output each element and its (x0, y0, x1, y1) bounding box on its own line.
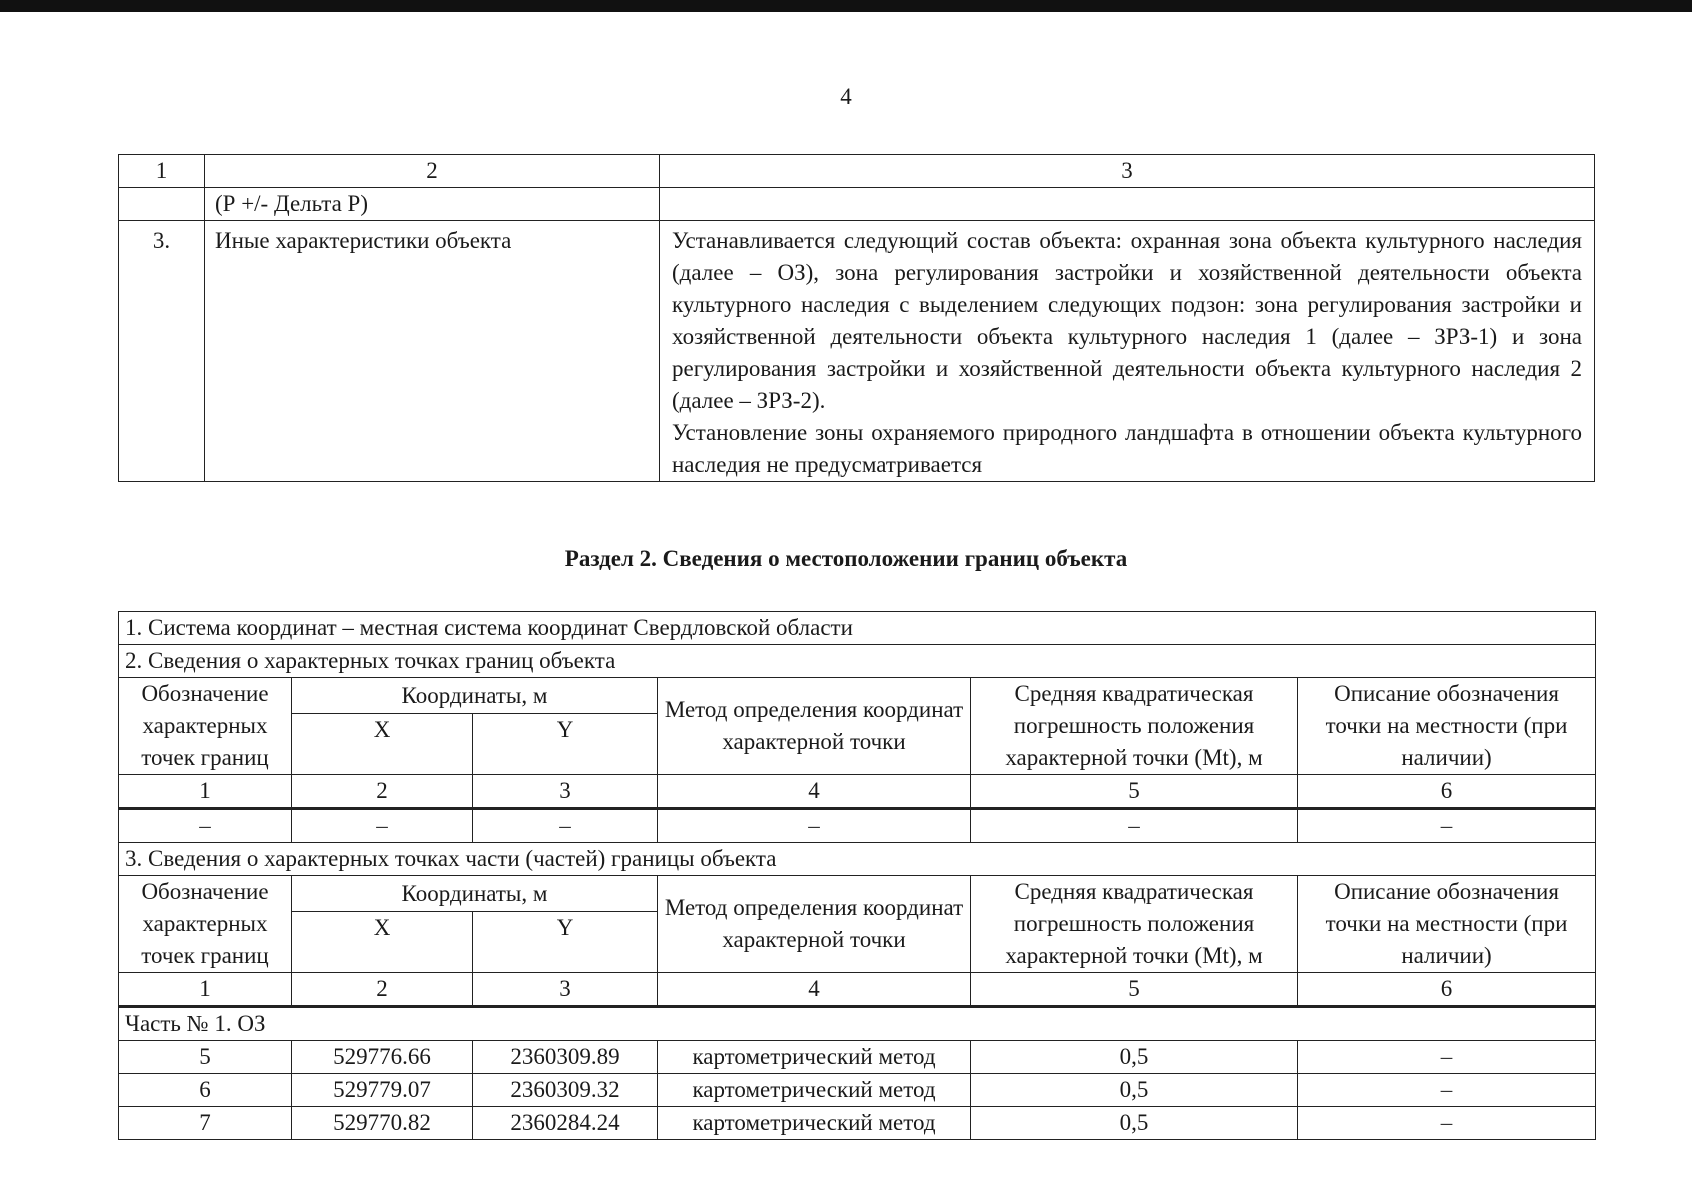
header-method: Метод определения координат характерной точки (658, 876, 971, 973)
row-number (119, 188, 205, 221)
header-y: Y (473, 714, 658, 775)
table-row (119, 188, 1595, 221)
header-x: X (292, 912, 473, 973)
point-description: – (1298, 1041, 1596, 1074)
header-y: Y (473, 912, 658, 973)
header-col-2: 2 (205, 155, 660, 188)
col-number: 1 (119, 973, 292, 1007)
dash-cell: – (658, 809, 971, 843)
section-title: Раздел 2. Сведения о местоположении границ объекта (564, 546, 1128, 571)
point-error: 0,5 (971, 1041, 1298, 1074)
col-number: 4 (658, 973, 971, 1007)
point-description: – (1298, 1074, 1596, 1107)
point-x: 529776.66 (292, 1041, 473, 1074)
row-value (660, 221, 1595, 482)
point-y: 2360284.24 (473, 1107, 658, 1140)
dash-cell: – (119, 809, 292, 843)
section-row (119, 843, 1596, 876)
col-number: 5 (971, 973, 1298, 1007)
part-label: Часть № 1. ОЗ (119, 1007, 1596, 1041)
point-description: – (1298, 1107, 1596, 1140)
col-number: 3 (473, 973, 658, 1007)
point-error: 0,5 (971, 1107, 1298, 1140)
point-y: 2360309.89 (473, 1041, 658, 1074)
row-name: (Р +/- Дельта Р) (205, 188, 660, 221)
header-designation: Обозначение характерных точек границ (119, 678, 292, 775)
page-number: 4 (840, 84, 852, 109)
header-x: X (292, 714, 473, 775)
part-label-row (119, 1007, 1596, 1041)
row-name: Иные характеристики объекта (205, 221, 660, 482)
point-x: 529770.82 (292, 1107, 473, 1140)
col-number: 5 (971, 775, 1298, 809)
point-error: 0,5 (971, 1074, 1298, 1107)
boundary-points-title: 2. Сведения о характерных точках границ объекта (119, 645, 1596, 678)
header-row (119, 876, 1596, 912)
table-row (119, 1074, 1596, 1107)
column-numbers-row (119, 973, 1596, 1007)
header-description: Описание обозначения точки на местности (при наличии) (1298, 678, 1596, 775)
point-method: картометрический метод (658, 1074, 971, 1107)
point-method: картометрический метод (658, 1041, 971, 1074)
value-paragraph: Устанавливается следующий состав объекта: охранная зона объекта культурного наследия (далее – ОЗ), зона регулирования застройки и хозяйственной деятельности объекта культурного наследия с выделением следующих подзон: зона регулирования застройки и хозяйственной деятельности объекта культурного наследия 1 (далее – ЗРЗ-1) и зона регулирования застройки и хозяйственной деятельности объекта культурного наследия 2 (далее – ЗРЗ-2). (672, 228, 1582, 413)
column-numbers-row (119, 775, 1596, 809)
header-coordinates: Координаты, м (292, 678, 658, 714)
coordinate-system-row (119, 612, 1596, 645)
header-row (119, 678, 1596, 714)
dash-cell: – (1298, 809, 1596, 843)
top-border-bar (0, 0, 1692, 12)
coordinate-system-text: 1. Система координат – местная система координат Свердловской области (119, 612, 1596, 645)
point-id: 6 (119, 1074, 292, 1107)
point-method: картометрический метод (658, 1107, 971, 1140)
row-value (660, 188, 1595, 221)
dash-cell: – (292, 809, 473, 843)
point-id: 7 (119, 1107, 292, 1140)
point-id: 5 (119, 1041, 292, 1074)
object-characteristics-table (118, 154, 1595, 482)
section-row (119, 645, 1596, 678)
table-row (119, 1041, 1596, 1074)
header-error: Средняя квадратическая погрешность положения характерной точки (Mt), м (971, 678, 1298, 775)
col-number: 6 (1298, 973, 1596, 1007)
point-y: 2360309.32 (473, 1074, 658, 1107)
table-header-row (119, 155, 1595, 188)
col-number: 6 (1298, 775, 1596, 809)
table-row (119, 1107, 1596, 1140)
col-number: 3 (473, 775, 658, 809)
empty-data-row (119, 809, 1596, 843)
header-designation: Обозначение характерных точек границ (119, 876, 292, 973)
row-number: 3. (119, 221, 205, 482)
table-row (119, 221, 1595, 482)
col-number: 2 (292, 775, 473, 809)
header-error: Средняя квадратическая погрешность положения характерной точки (Mt), м (971, 876, 1298, 973)
part-points-title: 3. Сведения о характерных точках части (частей) границы объекта (119, 843, 1596, 876)
header-method: Метод определения координат характерной точки (658, 678, 971, 775)
header-col-1: 1 (119, 155, 205, 188)
value-paragraph: Установление зоны охраняемого природного ландшафта в отношении объекта культурного наследия не предусматривается (672, 420, 1582, 477)
point-x: 529779.07 (292, 1074, 473, 1107)
dash-cell: – (473, 809, 658, 843)
col-number: 4 (658, 775, 971, 809)
col-number: 2 (292, 973, 473, 1007)
header-description: Описание обозначения точки на местности (при наличии) (1298, 876, 1596, 973)
dash-cell: – (971, 809, 1298, 843)
header-col-3: 3 (660, 155, 1595, 188)
col-number: 1 (119, 775, 292, 809)
boundary-points-table (118, 611, 1596, 1140)
header-coordinates: Координаты, м (292, 876, 658, 912)
